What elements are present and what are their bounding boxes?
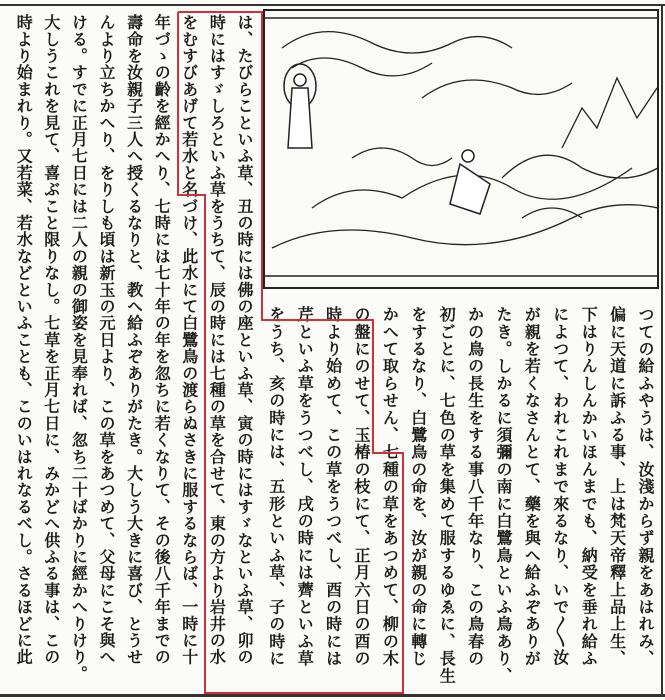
text-column-right: の盤にのせて、玉椿の枝にて、正月六日の酉の: [352, 306, 371, 668]
text-column-right: 初ごとに、七色の草を集めて服するゆゑに、長生: [437, 306, 457, 685]
text-column-left: 大しうこれを見て、喜ぶこと限りなし。七草を正月七日に、みかどへ供ふる事は、この: [41, 14, 61, 666]
text-column-right: によつて、われこれまで來るなり、いで〳〵汝: [550, 306, 570, 666]
text-column-right: かの鳥の長生をする事八千年なり、この鳥春の: [465, 306, 485, 668]
text-column-left: 時にはすゞしろといふ草をうちて、辰の時には七種の草を合せて、東の方より岩井の水: [207, 14, 227, 666]
illustration: [262, 8, 660, 290]
text-column-right: 偏に天道に訴ふる事、上は梵天帝釋上品上生、: [607, 306, 627, 668]
right-border: [661, 4, 663, 694]
text-column-right: 芹といふ草をうつべし、戌の時には薺といふ草: [295, 306, 315, 668]
text-column-right: をするなり、白鷺鳥の命を、汝が親の命に轉じ: [408, 306, 428, 668]
text-column-right: 下はりんしんかいほんまでも、納受を垂れ給ふ: [579, 306, 599, 668]
text-column-left: 時より始まれり。又若菜、若水などといふことも、このいはれなるべし。さるほどに此: [14, 14, 34, 666]
text-column-right: をうち、亥の時には、五形といふ草、子の時に: [266, 306, 286, 668]
bottom-border: [0, 694, 665, 697]
text-column-left: をむすびあげて若水と名づけ、此水にて白鷺鳥の渡らぬさきに服するならば、一時に十: [179, 14, 199, 666]
text-column-right: かへて取らせん、七種の草をあつめて、柳の木: [380, 306, 400, 668]
text-column-left: ける。すでに正月七日には二人の親の御姿を見奉れば、忽ち二十ばかりに經かへりけり。: [69, 14, 89, 682]
text-column-right: つての給ふやうは、汝淺からず親をあはれみ、: [636, 306, 655, 668]
text-column-right: たき。しかるに須彌の南に白鷺鳥といふ鳥あり、: [494, 306, 513, 685]
top-border: [0, 4, 665, 6]
text-column-left: んより立ちかへり、をりしも頃は新玉の元日より、この草をあつめて、父母にこそ與へ: [97, 14, 116, 666]
text-column-right: が親を若くなさんとて、藥を與へ給ふぞありが: [522, 306, 542, 668]
text-column-left: 壽命を汝親子三人へ授くるなりと、教へ給ふぞありがたき。大しう大きに喜び、とうせ: [124, 14, 144, 666]
text-column-left: 年づゝの齡を經かへり、七時には七十年の年を忽ちに若くなりて、その後八千年までの: [152, 14, 172, 666]
text-column-right: 時より始めて、この草をうつべし、酉の時には: [323, 306, 343, 668]
text-column-left: は、たびらこといふ草、丑の時には佛の座といふ草、寅の時にはすゞなといふ草、卯の: [235, 14, 254, 666]
